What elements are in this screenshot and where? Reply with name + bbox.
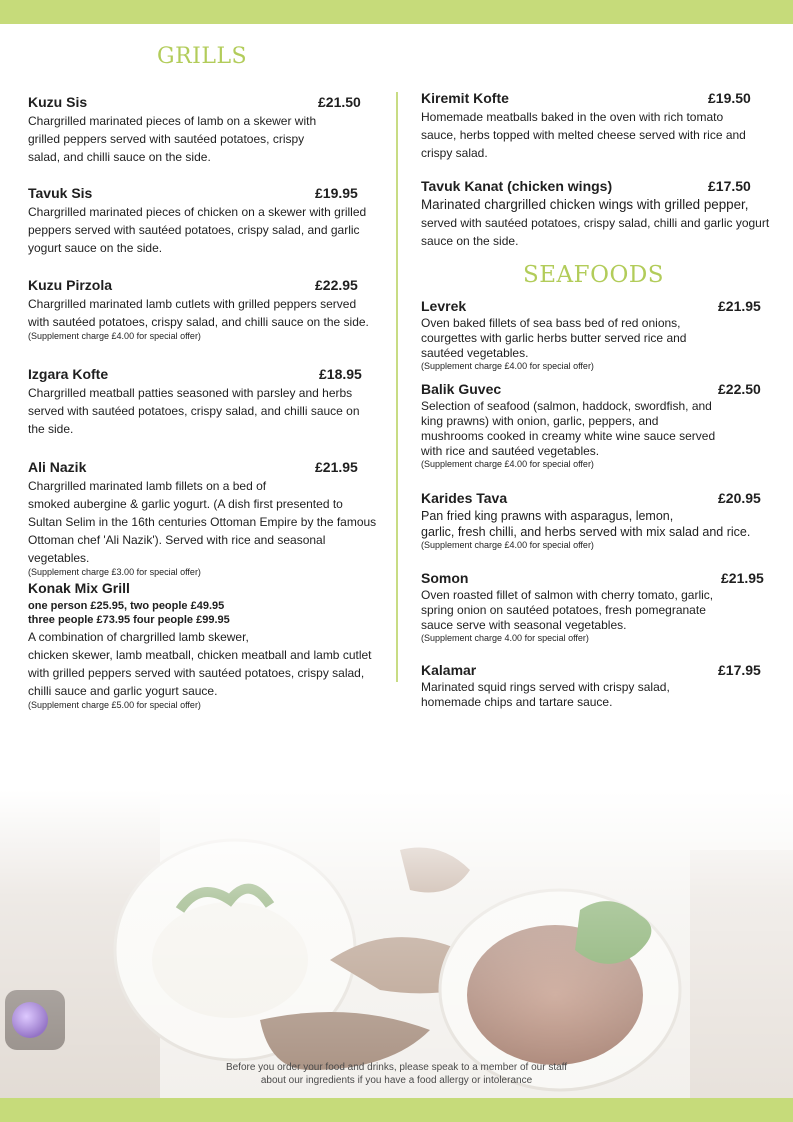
item-name: Kiremit Kofte [421, 90, 509, 106]
item-description: Oven baked fillets of sea bass bed of red onions, courgettes with garlic herbs butter served rice and sautéed vegetables. [421, 316, 687, 360]
item-description: Marinated squid rings served with crispy salad, homemade chips and tartare sauce. [421, 680, 670, 709]
supplement-note: (Supplement charge £3.00 for special offer) [28, 567, 201, 577]
menu-item-kuzu-sis [28, 94, 368, 166]
item-name: Karides Tava [421, 490, 508, 506]
item-price: £21.50 [318, 94, 361, 110]
item-price-options: one person £25.95, two people £49.95 three people £73.95 four people £99.95 [28, 600, 230, 626]
item-description: A combination of chargrilled lamb skewer, chicken skewer, lamb meatball, chicken meatball and lamb cutlet with grilled peppers served with sautéed potatoes, crispy salad, chilli sauce and garlic yogurt sauce. [28, 630, 372, 698]
menu-item-izgara-kofte [28, 366, 368, 438]
menu-item-konak-mix-grill [28, 580, 373, 711]
item-price: £19.50 [708, 90, 751, 106]
item-name: Izgara Kofte [28, 366, 109, 382]
item-description: Pan fried king prawns with asparagus, lemon, garlic, fresh chilli, and herbs served with mix salad and rice. [421, 509, 751, 539]
item-price: £17.95 [718, 662, 761, 678]
supplement-note: (Supplement charge £4.00 for special offer) [421, 540, 594, 550]
item-name: Konak Mix Grill [28, 580, 130, 596]
bottom-accent-band [0, 1098, 793, 1122]
item-name: Tavuk Sis [28, 185, 93, 201]
item-description: Oven roasted fillet of salmon with cherry tomato, garlic, spring onion on sautéed potatoes, fresh pomegranate sauce serve with seasonal vegetables. [421, 588, 714, 632]
item-name: Kuzu Pirzola [28, 277, 113, 293]
food-photo [0, 790, 793, 1098]
item-description: Chargrilled meatball patties seasoned with parsley and herbs served with sautéed potatoes, crispy salad, and chilli sauce on the side. [28, 386, 360, 436]
menu-item-tavuk-sis [28, 185, 368, 257]
menu-item-kiremit-kofte [421, 90, 766, 162]
menu-item-kalamar [421, 662, 766, 710]
item-price: £22.50 [718, 381, 761, 397]
item-price: £21.95 [721, 570, 764, 586]
menu-item-tavuk-kanat [421, 178, 771, 250]
grills-heading: GRILLS [157, 44, 248, 69]
item-name: Somon [421, 570, 469, 586]
item-name: Kuzu Sis [28, 94, 88, 110]
item-description: served with sautéed potatoes, crispy salad, chilli and garlic yogurt sauce on the side. [421, 216, 770, 248]
supplement-note: (Supplement charge £4.00 for special offer) [421, 361, 594, 371]
supplement-note: (Supplement charge £4.00 for special offer) [421, 459, 594, 469]
item-price: £20.95 [718, 490, 761, 506]
menu-item-ali-nazik [28, 459, 378, 578]
allergy-notice: Before you order your food and drinks, please speak to a member of our staff about our ingredients if you have a food allergy or intolerance [225, 1062, 568, 1086]
menu-item-somon [421, 570, 766, 644]
menu-item-levrek [421, 298, 766, 372]
item-name: Levrek [421, 298, 467, 314]
supplement-note: (Supplement charge 4.00 for special offer) [421, 633, 589, 643]
item-price: £21.95 [315, 459, 358, 475]
menu-item-balik-guvec [421, 381, 766, 470]
menu-item-kuzu-pirzola [28, 277, 373, 342]
item-name: Ali Nazik [28, 459, 87, 475]
top-accent-band [0, 0, 793, 24]
item-price: £22.95 [315, 277, 358, 293]
item-price: £18.95 [319, 366, 362, 382]
item-description: Chargrilled marinated pieces of lamb on a skewer with grilled peppers served with sautéed potatoes, crispy salad, and chilli sauce on the side. [28, 114, 317, 164]
item-price: £17.50 [708, 178, 751, 194]
item-price: £19.95 [315, 185, 358, 201]
menu-item-karides-tava [421, 490, 771, 551]
item-description: Chargrilled marinated pieces of chicken on a skewer with grilled peppers served with sautéed potatoes, crispy salad, and garlic yogurt sauce on the side. [28, 205, 367, 255]
column-divider [396, 92, 398, 682]
item-description: Chargrilled marinated lamb fillets on a bed of smoked aubergine & garlic yogurt. (A dish first presented to Sultan Selim in the 16th centuries Ottoman Empire by the famous Ottoman chef 'Ali Nazik'). Served with rice and seasonal vegetables. [28, 479, 377, 565]
item-description: Selection of seafood (salmon, haddock, swordfish, and king prawns) with onion, garlic, peppers, and mushrooms cooked in creamy white wine sauce served with rice and sautéed vegetables. [421, 399, 716, 458]
item-name: Balik Guvec [421, 381, 502, 397]
item-name: Tavuk Kanat (chicken wings) [421, 178, 613, 194]
supplement-note: (Supplement charge £5.00 for special offer) [28, 700, 201, 710]
seafoods-heading: SEAFOODS [523, 262, 665, 288]
item-price: £21.95 [718, 298, 761, 314]
item-name: Kalamar [421, 662, 477, 678]
item-description: Chargrilled marinated lamb cutlets with grilled peppers served with sautéed potatoes, crispy salad, and chilli sauce on the side. [28, 297, 369, 329]
item-description-lead: Marinated chargrilled chicken wings with grilled pepper, [421, 197, 749, 212]
item-description: Homemade meatballs baked in the oven with rich tomato sauce, herbs topped with melted cheese served with rice and crispy salad. [421, 110, 746, 160]
supplement-note: (Supplement charge £4.00 for special offer) [28, 331, 201, 341]
